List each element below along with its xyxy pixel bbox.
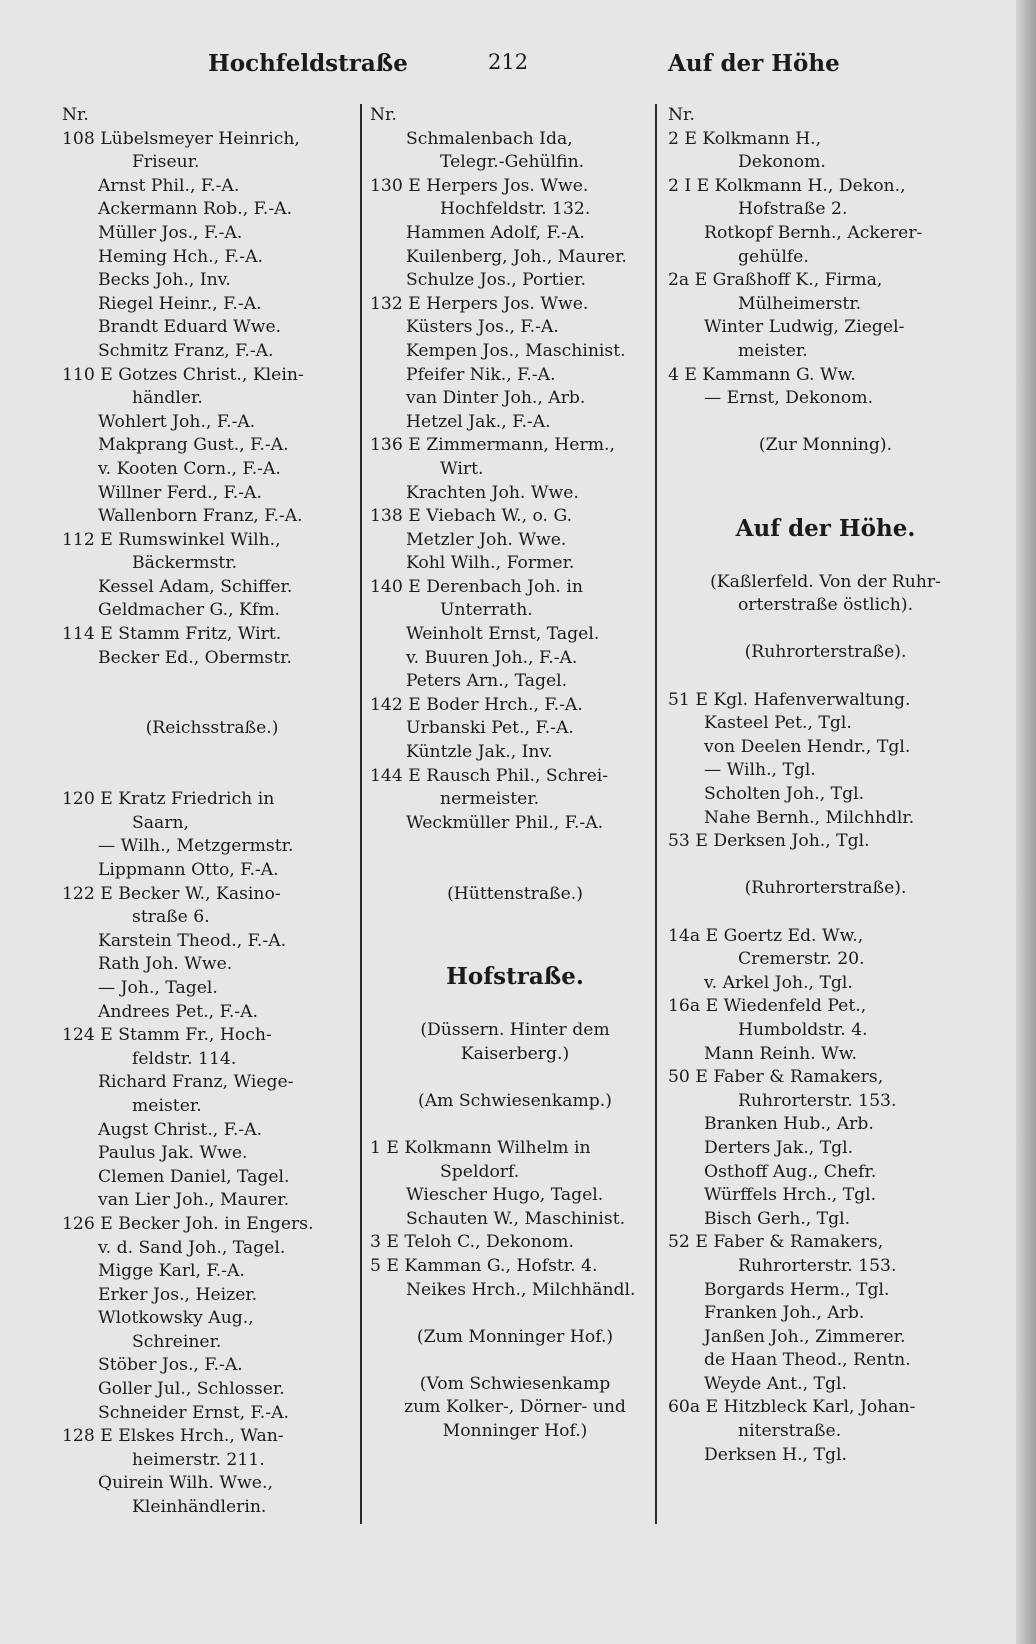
directory-entry: Kohl Wilh., Former. bbox=[406, 553, 575, 574]
directory-entry: Würffels Hrch., Tgl. bbox=[704, 1185, 877, 1206]
directory-entry: Cremerstr. 20. bbox=[738, 949, 865, 970]
directory-entry: Schreiner. bbox=[132, 1331, 222, 1352]
blank-line bbox=[62, 765, 362, 789]
directory-entry: 110 E Gotzes Christ., Klein- bbox=[62, 364, 304, 385]
blank-line bbox=[370, 906, 660, 930]
column-3 bbox=[668, 104, 983, 1467]
blank-line bbox=[370, 1066, 660, 1090]
directory-entry: Karstein Theod., F.-A. bbox=[98, 930, 287, 951]
directory-entry: nermeister. bbox=[440, 789, 540, 810]
directory-entry: — Joh., Tagel. bbox=[98, 977, 218, 998]
section-note: (Düssern. Hinter dem bbox=[420, 1019, 610, 1040]
page-number: 212 bbox=[488, 50, 529, 74]
directory-entry: 120 E Kratz Friedrich in bbox=[62, 789, 275, 810]
directory-entry: feldstr. 114. bbox=[132, 1048, 237, 1069]
directory-entry: Schmitz Franz, F.-A. bbox=[98, 340, 274, 361]
directory-entry: 144 E Rausch Phil., Schrei- bbox=[370, 765, 609, 786]
directory-entry: Wirt. bbox=[440, 458, 484, 479]
section-note: (Ruhrorterstraße). bbox=[744, 878, 907, 899]
directory-entry: Humboldstr. 4. bbox=[738, 1019, 868, 1040]
directory-entry: Rath Joh. Wwe. bbox=[98, 954, 233, 975]
directory-entry: Pfeifer Nik., F.-A. bbox=[406, 364, 556, 385]
directory-entry: Bäckermstr. bbox=[132, 553, 238, 574]
directory-entry: Mann Reinh. Ww. bbox=[704, 1043, 857, 1064]
directory-entry: 4 E Kammann G. Ww. bbox=[668, 364, 856, 385]
blank-line bbox=[668, 854, 983, 878]
directory-entry: 3 E Teloh C., Dekonom. bbox=[370, 1232, 574, 1253]
directory-entry: Winter Ludwig, Ziegel- bbox=[704, 317, 905, 338]
directory-entry: Clemen Daniel, Tagel. bbox=[98, 1166, 290, 1187]
directory-entry: Hochfeldstr. 132. bbox=[440, 199, 591, 220]
directory-entry: v. d. Sand Joh., Tagel. bbox=[98, 1237, 286, 1258]
directory-entry: Janßen Joh., Zimmerer. bbox=[704, 1326, 906, 1347]
section-note: orterstraße östlich). bbox=[737, 595, 914, 616]
directory-entry: Küsters Jos., F.-A. bbox=[406, 317, 559, 338]
section-note: (Reichsstraße.) bbox=[145, 718, 279, 739]
directory-entry: heimerstr. 211. bbox=[132, 1449, 265, 1470]
directory-entry: Stöber Jos., F.-A. bbox=[98, 1355, 243, 1376]
directory-entry: meister. bbox=[132, 1095, 202, 1116]
directory-entry: Makprang Gust., F.-A. bbox=[98, 435, 289, 456]
directory-entry: Lippmann Otto, F.-A. bbox=[98, 860, 279, 880]
blank-line bbox=[668, 665, 983, 689]
directory-entry: Weckmüller Phil., F.-A. bbox=[406, 812, 604, 833]
section-note: zum Kolker-, Dörner- und bbox=[404, 1397, 626, 1418]
directory-entry: Telegr.-Gehülfin. bbox=[440, 152, 585, 173]
directory-entry: Wiescher Hugo, Tagel. bbox=[406, 1185, 604, 1206]
directory-entry: Hetzel Jak., F.-A. bbox=[406, 411, 551, 432]
blank-line bbox=[668, 458, 983, 482]
directory-entry: Nr. bbox=[668, 105, 695, 125]
directory-entry: 138 E Viebach W., o. G. bbox=[370, 506, 573, 527]
directory-entry: Friseur. bbox=[132, 152, 200, 173]
directory-entry: van Lier Joh., Maurer. bbox=[98, 1190, 290, 1211]
directory-entry: Scholten Joh., Tgl. bbox=[704, 784, 865, 805]
section-note: (Ruhrorterstraße). bbox=[744, 642, 907, 663]
directory-entry: Metzler Joh. Wwe. bbox=[406, 529, 567, 550]
blank-line bbox=[668, 482, 983, 506]
directory-entry: Neikes Hrch., Milchhändl. bbox=[406, 1279, 636, 1300]
directory-entry: Müller Jos., F.-A. bbox=[98, 222, 243, 243]
directory-entry: Schmalenbach Ida, bbox=[406, 128, 573, 149]
directory-entry: Bisch Gerh., Tgl. bbox=[704, 1208, 851, 1229]
directory-entry: 126 E Becker Joh. in Engers. bbox=[62, 1213, 314, 1234]
column-divider bbox=[655, 104, 657, 1524]
directory-entry: Goller Jul., Schlosser. bbox=[98, 1379, 285, 1400]
directory-entry: 136 E Zimmermann, Herm., bbox=[370, 435, 615, 456]
blank-line bbox=[370, 1113, 660, 1137]
directory-entry: Weyde Ant., Tgl. bbox=[704, 1373, 847, 1394]
directory-entry: Saarn, bbox=[132, 812, 190, 833]
directory-entry: Mülheimerstr. bbox=[738, 293, 862, 314]
directory-entry: Borgards Herm., Tgl. bbox=[704, 1279, 890, 1300]
directory-entry: Quirein Wilh. Wwe., bbox=[98, 1473, 273, 1494]
directory-entry: v. Arkel Joh., Tgl. bbox=[704, 972, 853, 993]
directory-entry: Ruhrorterstr. 153. bbox=[738, 1255, 897, 1276]
directory-entry: 51 E Kgl. Hafenverwaltung. bbox=[668, 689, 911, 710]
directory-entry: Derters Jak., Tgl. bbox=[704, 1137, 854, 1158]
directory-entry: straße 6. bbox=[132, 907, 210, 928]
directory-entry: 112 E Rumswinkel Wilh., bbox=[62, 529, 281, 550]
directory-entry: 130 E Herpers Jos. Wwe. bbox=[370, 175, 589, 196]
directory-entry: 142 E Boder Hrch., F.-A. bbox=[370, 694, 583, 715]
directory-entry: Hammen Adolf, F.-A. bbox=[406, 222, 585, 243]
directory-entry: Speldorf. bbox=[440, 1161, 520, 1182]
directory-entry: Heming Hch., F.-A. bbox=[98, 246, 263, 267]
blank-line bbox=[370, 995, 660, 1019]
directory-entry: Unterrath. bbox=[440, 600, 533, 621]
directory-entry: Franken Joh., Arb. bbox=[704, 1303, 865, 1324]
blank-line bbox=[370, 1302, 660, 1326]
directory-entry: 2a E Graßhoff K., Firma, bbox=[668, 270, 883, 291]
directory-entry: Wlotkowsky Aug., bbox=[98, 1308, 254, 1329]
directory-entry: 1 E Kolkmann Wilhelm in bbox=[370, 1137, 591, 1158]
directory-entry: — Ernst, Dekonom. bbox=[704, 388, 874, 409]
directory-entry: Kleinhändlerin. bbox=[132, 1497, 267, 1518]
directory-entry: Krachten Joh. Wwe. bbox=[406, 482, 579, 503]
blank-line bbox=[370, 835, 660, 859]
directory-entry: 122 E Becker W., Kasino- bbox=[62, 883, 281, 904]
column-2 bbox=[370, 104, 660, 1444]
directory-entry: Andrees Pet., F.-A. bbox=[98, 1001, 258, 1022]
directory-entry: 53 E Derksen Joh., Tgl. bbox=[668, 831, 870, 852]
directory-entry: 128 E Elskes Hrch., Wan- bbox=[62, 1426, 284, 1447]
directory-entry: Kasteel Pet., Tgl. bbox=[704, 713, 852, 734]
directory-entry: Rotkopf Bernh., Ackerer- bbox=[704, 222, 923, 243]
directory-entry: Becks Joh., Inv. bbox=[98, 270, 231, 291]
blank-line bbox=[370, 1349, 660, 1373]
directory-entry: Nr. bbox=[62, 105, 89, 125]
section-note: (Hüttenstraße.) bbox=[447, 883, 583, 904]
directory-entry: 5 E Kamman G., Hofstr. 4. bbox=[370, 1255, 598, 1276]
directory-entry: Arnst Phil., F.-A. bbox=[98, 175, 240, 196]
directory-entry: Nr. bbox=[370, 105, 397, 125]
directory-entry: 16a E Wiedenfeld Pet., bbox=[668, 996, 867, 1017]
blank-line bbox=[62, 741, 362, 765]
directory-entry: Urbanski Pet., F.-A. bbox=[406, 718, 574, 739]
blank-line bbox=[668, 547, 983, 571]
directory-entry: von Deelen Hendr., Tgl. bbox=[704, 736, 911, 757]
directory-entry: 140 E Derenbach Joh. in bbox=[370, 576, 583, 597]
blank-line bbox=[370, 859, 660, 883]
directory-entry: Paulus Jak. Wwe. bbox=[98, 1143, 248, 1164]
directory-entry: Wohlert Joh., F.-A. bbox=[98, 411, 256, 432]
blank-line bbox=[62, 694, 362, 718]
directory-entry: v. Kooten Corn., F.-A. bbox=[98, 458, 281, 479]
directory-entry: Küntzle Jak., Inv. bbox=[406, 742, 553, 763]
directory-entry: Erker Jos., Heizer. bbox=[98, 1284, 258, 1305]
section-note: (Kaßlerfeld. Von der Ruhr- bbox=[710, 571, 941, 592]
section-note: (Am Schwiesenkamp.) bbox=[418, 1090, 612, 1111]
directory-entry: 14a E Goertz Ed. Ww., bbox=[668, 925, 864, 946]
directory-entry: van Dinter Joh., Arb. bbox=[406, 388, 586, 409]
directory-entry: Becker Ed., Obermstr. bbox=[98, 647, 292, 668]
blank-line bbox=[62, 670, 362, 694]
page-edge-shadow bbox=[1016, 0, 1036, 1644]
directory-entry: Kessel Adam, Schiffer. bbox=[98, 576, 293, 597]
directory-entry: Peters Arn., Tagel. bbox=[406, 671, 568, 692]
section-note: (Vom Schwiesenkamp bbox=[419, 1373, 611, 1394]
directory-entry: Richard Franz, Wiege- bbox=[98, 1072, 294, 1093]
directory-entry: Riegel Heinr., F.-A. bbox=[98, 293, 262, 314]
directory-entry: 50 E Faber & Ramakers, bbox=[668, 1067, 884, 1088]
directory-entry: Ackermann Rob., F.-A. bbox=[98, 199, 293, 220]
directory-entry: Migge Karl, F.-A. bbox=[98, 1261, 245, 1282]
directory-entry: Willner Ferd., F.-A. bbox=[98, 482, 262, 503]
section-note: (Zum Monninger Hof.) bbox=[416, 1326, 614, 1347]
blank-line bbox=[668, 411, 983, 435]
directory-entry: Derksen H., Tgl. bbox=[704, 1444, 847, 1465]
directory-entry: v. Buuren Joh., F.-A. bbox=[406, 647, 578, 668]
directory-entry: — Wilh., Tgl. bbox=[704, 760, 816, 781]
directory-entry: Dekonom. bbox=[738, 152, 826, 173]
column-divider bbox=[360, 104, 362, 1524]
section-note: Monninger Hof.) bbox=[442, 1421, 588, 1442]
directory-entry: Branken Hub., Arb. bbox=[704, 1114, 874, 1135]
directory-entry: 2 E Kolkmann H., bbox=[668, 128, 822, 149]
running-head-right: Auf der Höhe bbox=[668, 50, 840, 77]
directory-entry: 114 E Stamm Fritz, Wirt. bbox=[62, 624, 282, 645]
directory-entry: Schneider Ernst, F.-A. bbox=[98, 1402, 289, 1423]
directory-entry: Osthoff Aug., Chefr. bbox=[704, 1161, 877, 1182]
directory-entry: Brandt Eduard Wwe. bbox=[98, 317, 282, 338]
running-head-left: Hochfeldstraße bbox=[208, 50, 408, 77]
directory-entry: Nahe Bernh., Milchhdlr. bbox=[704, 807, 915, 828]
blank-line bbox=[668, 618, 983, 642]
directory-entry: meister. bbox=[738, 340, 808, 361]
section-note: Kaiserberg.) bbox=[460, 1043, 570, 1064]
directory-entry: Schauten W., Maschinist. bbox=[406, 1208, 626, 1229]
directory-entry: Augst Christ., F.-A. bbox=[98, 1119, 263, 1140]
street-title: Auf der Höhe. bbox=[735, 515, 916, 543]
directory-entry: 108 Lübelsmeyer Heinrich, bbox=[62, 128, 300, 149]
directory-entry: 52 E Faber & Ramakers, bbox=[668, 1232, 884, 1253]
directory-entry: 60a E Hitzbleck Karl, Johan- bbox=[668, 1397, 916, 1418]
blank-line bbox=[668, 901, 983, 925]
directory-entry: niterstraße. bbox=[738, 1421, 842, 1442]
section-note: (Zur Monning). bbox=[758, 435, 893, 456]
directory-entry: — Wilh., Metzgermstr. bbox=[98, 836, 294, 857]
directory-entry: Wallenborn Franz, F.-A. bbox=[98, 506, 303, 527]
directory-entry: Weinholt Ernst, Tagel. bbox=[406, 624, 600, 645]
blank-line bbox=[370, 930, 660, 954]
directory-entry: gehülfe. bbox=[738, 246, 809, 267]
directory-entry: händler. bbox=[132, 388, 203, 409]
column-1 bbox=[62, 104, 362, 1520]
directory-entry: Schulze Jos., Portier. bbox=[406, 270, 586, 291]
directory-entry: Kuilenberg, Joh., Maurer. bbox=[406, 246, 627, 267]
directory-entry: Kempen Jos., Maschinist. bbox=[406, 340, 626, 361]
directory-entry: Geldmacher G., Kfm. bbox=[98, 600, 280, 621]
directory-entry: Ruhrorterstr. 153. bbox=[738, 1090, 897, 1111]
directory-entry: 2 I E Kolkmann H., Dekon., bbox=[668, 175, 906, 196]
street-title: Hofstraße. bbox=[446, 963, 584, 991]
directory-entry: 132 E Herpers Jos. Wwe. bbox=[370, 293, 589, 314]
directory-entry: 124 E Stamm Fr., Hoch- bbox=[62, 1025, 272, 1046]
directory-entry: de Haan Theod., Rentn. bbox=[704, 1350, 911, 1371]
directory-entry: Hofstraße 2. bbox=[738, 199, 848, 220]
